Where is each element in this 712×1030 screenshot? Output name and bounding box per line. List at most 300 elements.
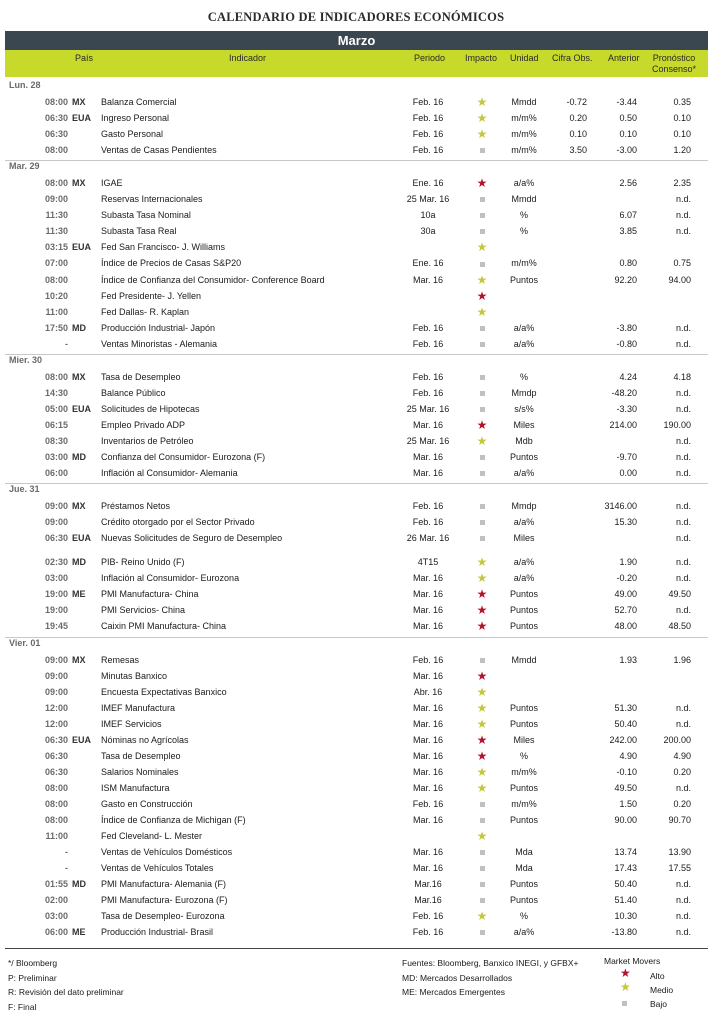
unit-cell: Puntos bbox=[509, 895, 539, 906]
time-cell: 10:20 bbox=[44, 290, 68, 301]
low-impact-square-icon bbox=[480, 342, 485, 347]
previous-value-cell: 214.00 bbox=[609, 419, 637, 430]
col-pais: País bbox=[75, 53, 94, 63]
medium-impact-star-icon: ★ bbox=[476, 240, 488, 255]
country-cell: MX bbox=[72, 371, 86, 382]
previous-value-cell: -3.44 bbox=[616, 97, 637, 107]
time-cell: 06:00 bbox=[44, 468, 68, 479]
forecast-cell: n.d. bbox=[675, 927, 691, 938]
period-cell: Ene. 16 bbox=[412, 178, 444, 189]
previous-value-cell: 50.40 bbox=[614, 879, 637, 890]
low-impact-square-icon bbox=[480, 391, 485, 396]
table-row bbox=[5, 812, 708, 828]
footer-divider bbox=[5, 948, 708, 949]
impact-low bbox=[471, 498, 493, 514]
impact-medium bbox=[471, 780, 493, 797]
unit-cell: a/a% bbox=[513, 927, 535, 938]
unit-cell: m/m% bbox=[511, 129, 537, 140]
unit-cell: m/m% bbox=[511, 766, 537, 777]
impact-high bbox=[471, 288, 493, 305]
table-row bbox=[5, 320, 708, 336]
time-cell: 06:30 bbox=[44, 113, 68, 124]
high-impact-star-icon: ★ bbox=[476, 587, 488, 602]
previous-value-cell: 4.24 bbox=[619, 371, 637, 382]
impact-high bbox=[471, 748, 493, 765]
indicator-cell: Tasa de Desempleo bbox=[101, 371, 181, 382]
col-unidad: Unidad bbox=[510, 53, 539, 63]
unit-cell: a/a% bbox=[513, 338, 535, 349]
forecast-cell: n.d. bbox=[675, 435, 691, 446]
time-cell: 08:00 bbox=[44, 274, 68, 285]
table-row bbox=[5, 449, 708, 465]
table-row bbox=[5, 668, 708, 684]
period-cell: Feb. 16 bbox=[412, 387, 444, 398]
country-cell: MX bbox=[72, 654, 86, 665]
time-cell: 03:15 bbox=[44, 242, 68, 253]
footer-sources bbox=[402, 956, 578, 1000]
note-final: F: Final bbox=[8, 1001, 37, 1012]
table-row bbox=[5, 465, 708, 481]
period-cell: Mar. 16 bbox=[412, 766, 443, 777]
period-cell: Abr. 16 bbox=[413, 686, 443, 697]
time-cell: 11:30 bbox=[45, 226, 68, 237]
indicator-cell: Subasta Tasa Nominal bbox=[101, 210, 191, 221]
impact-low bbox=[471, 924, 493, 940]
low-impact-square-icon bbox=[480, 898, 485, 903]
forecast-cell: n.d. bbox=[675, 338, 691, 349]
high-impact-star-icon: ★ bbox=[620, 966, 631, 980]
time-cell: 02:00 bbox=[44, 895, 68, 906]
impact-high bbox=[471, 602, 493, 619]
table-row bbox=[5, 126, 708, 142]
unit-cell: % bbox=[519, 226, 528, 237]
unit-cell: Mmdd bbox=[511, 654, 537, 665]
indicator-cell: Nuevas Solicitudes de Seguro de Desempleo bbox=[101, 533, 283, 544]
previous-value-cell: 0.50 bbox=[619, 113, 637, 124]
country-cell: MD bbox=[72, 322, 86, 333]
time-cell: 09:00 bbox=[44, 501, 68, 512]
indicator-cell: Remesas bbox=[101, 654, 140, 665]
indicator-cell: Tasa de Desempleo- Eurozona bbox=[101, 911, 225, 922]
medium-impact-star-icon: ★ bbox=[476, 555, 488, 570]
impact-medium bbox=[471, 433, 493, 450]
table-row bbox=[5, 288, 708, 304]
low-impact-square-icon bbox=[480, 213, 485, 218]
table-row bbox=[5, 401, 708, 417]
impact-low bbox=[471, 191, 493, 207]
high-impact-star-icon: ★ bbox=[476, 732, 488, 747]
time-cell: 03:00 bbox=[44, 911, 68, 922]
table-row bbox=[5, 94, 708, 110]
previous-value-cell: 17.43 bbox=[614, 863, 637, 874]
previous-value-cell: 0.00 bbox=[619, 468, 637, 479]
impact-low bbox=[471, 223, 493, 239]
medium-impact-star-icon: ★ bbox=[476, 909, 488, 924]
forecast-cell: n.d. bbox=[675, 194, 691, 205]
indicator-cell: Encuesta Expectativas Banxico bbox=[101, 686, 227, 697]
low-impact-square-icon bbox=[480, 520, 485, 525]
period-cell: 30a bbox=[420, 226, 436, 237]
period-cell: Mar. 16 bbox=[412, 847, 443, 858]
table-row bbox=[5, 700, 708, 716]
previous-value-cell: 2.56 bbox=[619, 178, 637, 189]
col-cifra-obs: Cifra Obs. bbox=[552, 53, 593, 63]
country-cell: EUA bbox=[72, 734, 92, 745]
previous-value-cell: -3.30 bbox=[616, 403, 637, 414]
medium-impact-star-icon: ★ bbox=[476, 127, 488, 142]
country-cell: EUA bbox=[72, 533, 92, 544]
low-impact-square-icon bbox=[480, 882, 485, 887]
time-cell: 09:00 bbox=[44, 686, 68, 697]
forecast-cell: n.d. bbox=[675, 533, 691, 544]
impact-medium bbox=[471, 828, 493, 845]
period-cell: Mar. 16 bbox=[412, 702, 443, 713]
table-row bbox=[5, 780, 708, 796]
col-anterior: Anterior bbox=[608, 53, 640, 63]
unit-cell: Puntos bbox=[509, 605, 539, 616]
impact-low bbox=[471, 530, 493, 546]
period-cell: Feb. 16 bbox=[412, 517, 444, 528]
impact-low bbox=[471, 876, 493, 892]
impact-low bbox=[471, 844, 493, 860]
indicator-cell: IGAE bbox=[101, 178, 123, 189]
table-row bbox=[5, 142, 708, 158]
unit-cell: Puntos bbox=[509, 718, 539, 729]
time-cell: 06:30 bbox=[44, 750, 68, 761]
forecast-cell: n.d. bbox=[675, 702, 691, 713]
table-row bbox=[5, 207, 708, 223]
previous-value-cell: 51.40 bbox=[614, 895, 637, 906]
indicator-cell: Solicitudes de Hipotecas bbox=[101, 403, 200, 414]
indicator-cell: Gasto en Construcción bbox=[101, 798, 193, 809]
time-cell: 08:00 bbox=[44, 798, 68, 809]
day-label: Lun. 28 bbox=[9, 80, 41, 90]
indicator-cell: Fed Presidente- J. Yellen bbox=[101, 290, 202, 301]
impact-high bbox=[471, 732, 493, 749]
unit-cell: Mda bbox=[515, 863, 533, 874]
table-row bbox=[5, 618, 708, 634]
impact-medium bbox=[471, 716, 493, 733]
previous-value-cell: -3.80 bbox=[616, 322, 637, 333]
period-cell: Mar. 16 bbox=[412, 274, 443, 285]
high-impact-star-icon: ★ bbox=[476, 619, 488, 634]
table-row bbox=[5, 223, 708, 239]
time-cell: 09:00 bbox=[44, 517, 68, 528]
period-cell: Feb. 16 bbox=[412, 798, 444, 809]
impact-medium bbox=[471, 272, 493, 289]
legend-high: Alto bbox=[650, 971, 665, 981]
period-cell: Mar. 16 bbox=[412, 589, 443, 600]
impact-medium bbox=[471, 570, 493, 587]
time-cell: 08:00 bbox=[44, 371, 68, 382]
impact-low bbox=[471, 385, 493, 401]
md-legend: MD: Mercados Desarrollados bbox=[402, 972, 513, 983]
country-cell: EUA bbox=[72, 242, 92, 253]
observed-value-cell: -0.72 bbox=[566, 97, 587, 107]
time-cell: 02:30 bbox=[44, 557, 68, 568]
previous-value-cell: 10.30 bbox=[614, 911, 637, 922]
observed-value-cell: 3.50 bbox=[569, 145, 587, 156]
indicator-cell: Préstamos Netos bbox=[101, 501, 171, 512]
indicator-cell: Inflación al Consumidor- Eurozona bbox=[101, 573, 240, 584]
period-cell: Feb. 16 bbox=[412, 113, 444, 124]
period-cell: 25 Mar. 16 bbox=[406, 435, 450, 446]
medium-impact-star-icon: ★ bbox=[476, 829, 488, 844]
column-header-bar bbox=[5, 50, 708, 77]
indicator-cell: Crédito otorgado por el Sector Privado bbox=[101, 517, 255, 528]
forecast-cell: 1.96 bbox=[673, 654, 691, 665]
time-cell: 08:00 bbox=[44, 815, 68, 825]
previous-value-cell: 0.10 bbox=[619, 129, 637, 140]
indicator-cell: Ingreso Personal bbox=[101, 113, 170, 124]
unit-cell: m/m% bbox=[511, 798, 537, 809]
high-impact-star-icon: ★ bbox=[476, 417, 488, 432]
time-cell: 09:00 bbox=[44, 194, 68, 205]
period-cell: Mar. 16 bbox=[412, 621, 443, 632]
impact-low bbox=[471, 255, 493, 271]
period-cell: Feb. 16 bbox=[412, 371, 444, 382]
forecast-cell: n.d. bbox=[675, 517, 691, 528]
impact-low bbox=[471, 336, 493, 352]
country-cell: MX bbox=[72, 178, 86, 189]
table-row bbox=[5, 716, 708, 732]
impact-high bbox=[471, 586, 493, 603]
country-cell: MD bbox=[72, 452, 86, 462]
table-row bbox=[5, 860, 708, 876]
time-cell: 06:30 bbox=[44, 533, 68, 544]
table-row bbox=[5, 498, 708, 514]
time-cell: 03:00 bbox=[44, 452, 68, 462]
legend-medium: Medio bbox=[650, 985, 674, 995]
forecast-cell: 17.55 bbox=[668, 863, 691, 874]
forecast-cell: n.d. bbox=[675, 452, 691, 462]
table-row bbox=[5, 602, 708, 618]
forecast-cell: 1.20 bbox=[673, 145, 691, 156]
day-separator bbox=[5, 160, 708, 161]
previous-value-cell: -48.20 bbox=[611, 387, 637, 398]
time-cell: 05:00 bbox=[44, 403, 68, 414]
unit-cell: Mmdp bbox=[511, 387, 537, 398]
country-cell: ME bbox=[72, 589, 86, 600]
impact-medium bbox=[471, 554, 493, 571]
unit-cell: m/m% bbox=[511, 258, 537, 269]
table-row bbox=[5, 844, 708, 860]
impact-medium bbox=[471, 239, 493, 256]
previous-value-cell: -3.00 bbox=[616, 145, 637, 156]
low-impact-square-icon bbox=[480, 407, 485, 412]
period-cell: Mar. 16 bbox=[412, 605, 443, 616]
medium-impact-star-icon: ★ bbox=[476, 764, 488, 779]
forecast-cell: 0.35 bbox=[673, 97, 691, 107]
period-cell: Feb. 16 bbox=[412, 145, 444, 156]
forecast-cell: 49.50 bbox=[668, 589, 691, 600]
low-impact-square-icon bbox=[480, 229, 485, 234]
col-indicador: Indicador bbox=[229, 53, 267, 63]
medium-impact-star-icon: ★ bbox=[476, 433, 488, 448]
period-cell: Ene. 16 bbox=[412, 258, 444, 269]
impact-medium bbox=[471, 764, 493, 781]
indicator-cell: Producción Industrial- Brasil bbox=[101, 927, 214, 938]
medium-impact-star-icon: ★ bbox=[476, 95, 488, 109]
period-cell: Feb. 16 bbox=[412, 501, 444, 512]
unit-cell: Mmdp bbox=[511, 501, 537, 512]
low-impact-square-icon bbox=[480, 802, 485, 807]
previous-value-cell: 3.85 bbox=[619, 226, 637, 237]
table-row bbox=[5, 828, 708, 844]
unit-cell: a/a% bbox=[513, 573, 535, 584]
impact-low bbox=[471, 514, 493, 530]
period-cell: Mar. 16 bbox=[412, 468, 443, 479]
time-cell: - bbox=[65, 863, 68, 874]
period-cell: Mar. 16 bbox=[412, 452, 443, 462]
time-cell: - bbox=[65, 847, 68, 858]
period-cell: 4T15 bbox=[417, 557, 439, 568]
col-periodo: Periodo bbox=[414, 53, 446, 63]
unit-cell: s/s% bbox=[514, 403, 534, 414]
previous-value-cell: 92.20 bbox=[614, 274, 637, 285]
forecast-cell: 4.18 bbox=[673, 371, 691, 382]
table-row bbox=[5, 764, 708, 780]
note-preliminar: P: Preliminar bbox=[8, 972, 57, 983]
impact-medium bbox=[471, 684, 493, 701]
unit-cell: Puntos bbox=[509, 702, 539, 713]
time-cell: 08:30 bbox=[44, 435, 68, 446]
day-label: Jue. 31 bbox=[9, 484, 40, 495]
unit-cell: Miles bbox=[513, 533, 535, 544]
medium-impact-star-icon: ★ bbox=[476, 700, 488, 715]
unit-cell: Puntos bbox=[509, 879, 539, 890]
table-row bbox=[5, 748, 708, 764]
indicator-cell: Inflación al Consumidor- Alemania bbox=[101, 468, 238, 479]
impact-high bbox=[471, 668, 493, 685]
previous-value-cell: -9.70 bbox=[616, 452, 637, 462]
time-cell: - bbox=[65, 338, 68, 349]
time-cell: 12:00 bbox=[44, 718, 68, 729]
impact-low bbox=[471, 796, 493, 812]
impact-medium bbox=[471, 94, 493, 111]
previous-value-cell: 242.00 bbox=[609, 734, 637, 745]
indicator-cell: Balance Público bbox=[101, 387, 166, 398]
indicator-cell: Subasta Tasa Real bbox=[101, 226, 177, 237]
impact-medium bbox=[471, 700, 493, 717]
unit-cell: % bbox=[519, 911, 528, 922]
forecast-cell: 90.70 bbox=[668, 815, 691, 825]
unit-cell: Puntos bbox=[509, 782, 539, 793]
period-cell: Feb. 16 bbox=[412, 927, 444, 938]
country-cell: MX bbox=[72, 97, 86, 107]
period-cell: 10a bbox=[420, 210, 436, 221]
unit-cell: a/a% bbox=[513, 468, 535, 479]
period-cell: Mar. 16 bbox=[412, 863, 443, 874]
high-impact-star-icon: ★ bbox=[476, 288, 488, 303]
forecast-cell: 0.10 bbox=[673, 113, 691, 124]
unit-cell: % bbox=[519, 371, 528, 382]
forecast-cell: n.d. bbox=[675, 895, 691, 906]
period-cell: 26 Mar. 16 bbox=[406, 533, 450, 544]
low-impact-square-icon bbox=[480, 866, 485, 871]
impact-low bbox=[471, 142, 493, 158]
previous-value-cell: 1.93 bbox=[619, 654, 637, 665]
period-cell: Feb. 16 bbox=[412, 911, 444, 922]
previous-value-cell: 49.50 bbox=[614, 782, 637, 793]
table-row bbox=[5, 175, 708, 191]
impact-low bbox=[471, 652, 493, 668]
table-row bbox=[5, 924, 708, 940]
impact-low bbox=[471, 401, 493, 417]
day-label: Vier. 01 bbox=[9, 637, 41, 648]
unit-cell: a/a% bbox=[513, 517, 535, 528]
indicator-cell: Caixin PMI Manufactura- China bbox=[101, 621, 227, 632]
indicator-cell: Salarios Nominales bbox=[101, 766, 179, 777]
table-row bbox=[5, 433, 708, 449]
previous-value-cell: 1.90 bbox=[619, 557, 637, 568]
table-row bbox=[5, 570, 708, 586]
time-cell: 07:00 bbox=[44, 258, 68, 269]
low-impact-square-icon bbox=[480, 148, 485, 153]
time-cell: 06:30 bbox=[44, 129, 68, 140]
medium-impact-star-icon: ★ bbox=[476, 272, 488, 287]
time-cell: 19:00 bbox=[44, 589, 68, 600]
forecast-cell: n.d. bbox=[675, 782, 691, 793]
time-cell: 08:00 bbox=[44, 782, 68, 793]
unit-cell: a/a% bbox=[513, 322, 535, 333]
unit-cell: Miles bbox=[513, 419, 535, 430]
forecast-cell: n.d. bbox=[675, 879, 691, 890]
impact-low bbox=[471, 860, 493, 876]
indicator-cell: Ventas de Vehículos Domésticos bbox=[101, 847, 233, 858]
country-cell: MD bbox=[72, 879, 86, 890]
forecast-cell: n.d. bbox=[675, 322, 691, 333]
note-bloomberg: */ Bloomberg bbox=[8, 958, 58, 968]
indicator-cell: Ventas Minoristas - Alemania bbox=[101, 338, 218, 349]
impact-high bbox=[471, 618, 493, 635]
forecast-cell: n.d. bbox=[675, 557, 691, 568]
unit-cell: Puntos bbox=[509, 621, 539, 632]
previous-value-cell: -0.20 bbox=[616, 573, 637, 584]
low-impact-square-icon bbox=[622, 1001, 627, 1006]
previous-value-cell: 4.90 bbox=[619, 750, 637, 761]
previous-value-cell: -0.80 bbox=[616, 338, 637, 349]
day-separator bbox=[5, 354, 708, 355]
indicator-cell: Índice de Precios de Casas S&P20 bbox=[101, 258, 242, 269]
time-cell: 17:50 bbox=[44, 322, 68, 333]
period-cell: 25 Mar. 16 bbox=[406, 194, 450, 205]
indicator-cell: Tasa de Desempleo bbox=[101, 750, 181, 761]
medium-impact-star-icon: ★ bbox=[476, 304, 488, 319]
table-row bbox=[5, 876, 708, 892]
country-cell: ME bbox=[72, 927, 86, 938]
time-cell: 11:30 bbox=[45, 210, 68, 221]
impact-low bbox=[471, 465, 493, 481]
note-revision: R: Revisión del dato preliminar bbox=[8, 987, 124, 997]
medium-impact-star-icon: ★ bbox=[476, 111, 488, 126]
table-row bbox=[5, 417, 708, 433]
forecast-cell: n.d. bbox=[675, 210, 691, 221]
time-cell: 08:00 bbox=[44, 97, 68, 107]
table-row bbox=[5, 684, 708, 700]
time-cell: 08:00 bbox=[44, 145, 68, 156]
market-movers-legend bbox=[604, 956, 674, 1009]
previous-value-cell: 52.70 bbox=[614, 605, 637, 616]
unit-cell: a/a% bbox=[513, 178, 535, 189]
low-impact-square-icon bbox=[480, 455, 485, 460]
low-impact-square-icon bbox=[480, 658, 485, 663]
table-row bbox=[5, 191, 708, 207]
forecast-cell: 94.00 bbox=[668, 274, 691, 285]
forecast-cell: 200.00 bbox=[663, 734, 691, 745]
indicator-cell: Índice de Confianza del Consumidor- Conference Board bbox=[101, 274, 325, 285]
unit-cell: % bbox=[519, 750, 528, 761]
